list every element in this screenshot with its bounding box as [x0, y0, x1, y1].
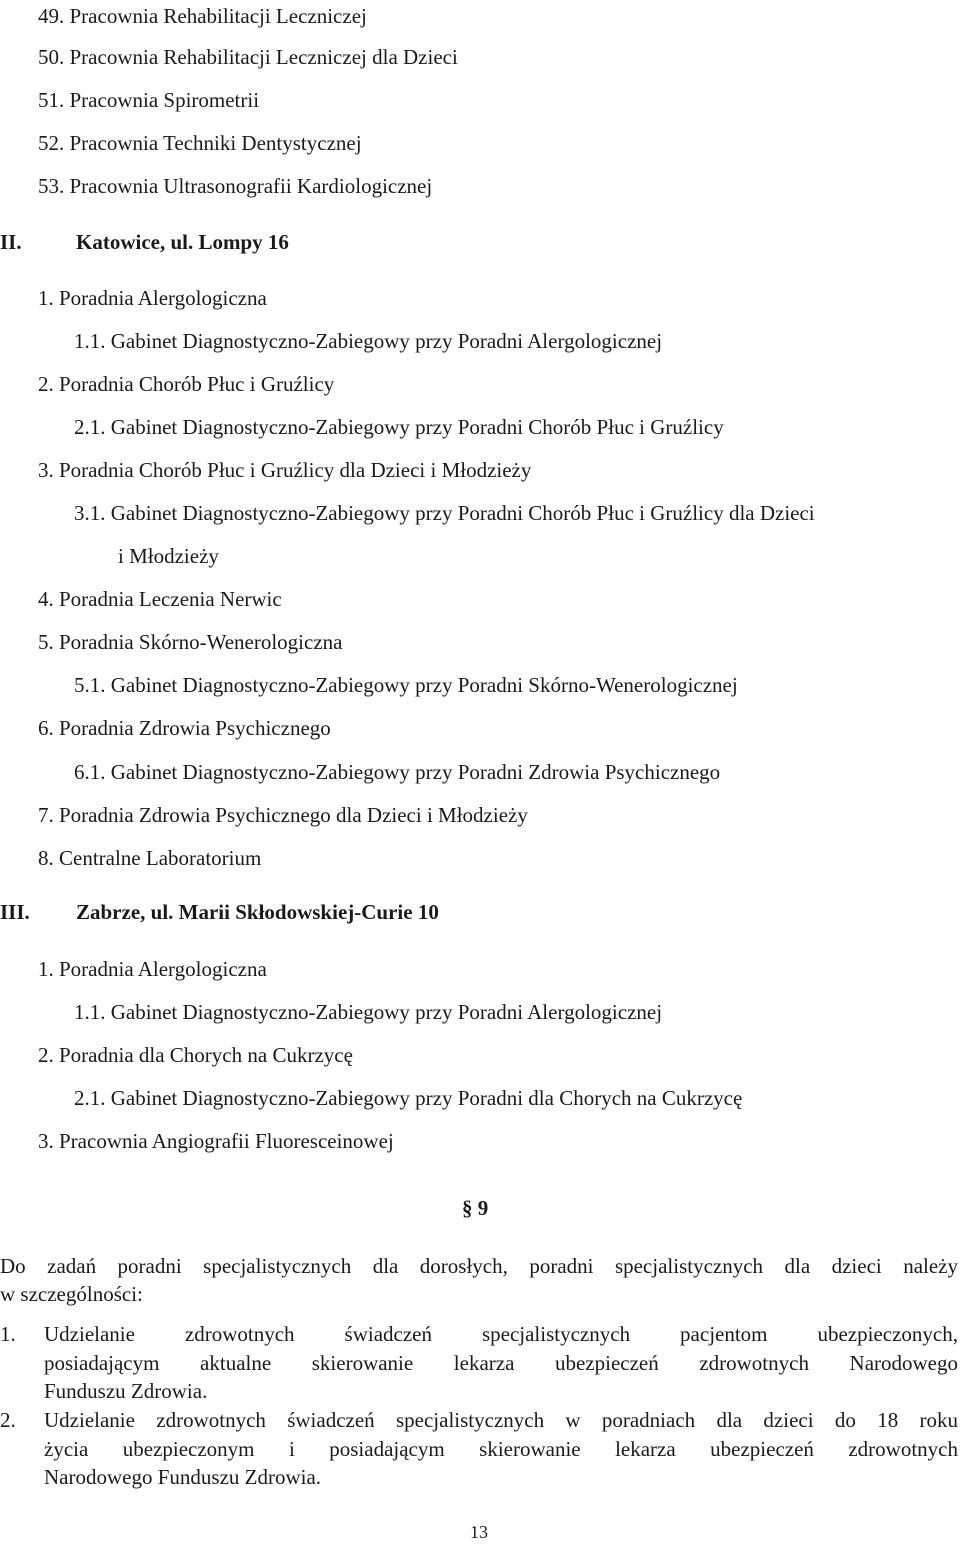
- point-line: życia ubezpieczonym i posiadającym skierowanie lekarza ubezpieczeń zdrowotnych: [44, 1437, 958, 1461]
- list-item: 5. Poradnia Skórno-Wenerologiczna: [38, 630, 343, 654]
- list-item: 52. Pracownia Techniki Dentystycznej: [38, 131, 362, 155]
- list-item: 2.1. Gabinet Diagnostyczno-Zabiegowy przy Poradni Chorób Płuc i Gruźlicy: [74, 415, 724, 439]
- point-line: posiadającym aktualne skierowanie lekarza ubezpieczeń zdrowotnych Narodowego: [44, 1351, 958, 1375]
- list-item: 2.1. Gabinet Diagnostyczno-Zabiegowy przy Poradni dla Chorych na Cukrzycę: [74, 1086, 743, 1110]
- point-line: Udzielanie zdrowotnych świadczeń specjalistycznych w poradniach dla dzieci do 18 roku: [44, 1408, 958, 1432]
- section-title: Katowice, ul. Lompy 16: [76, 230, 289, 254]
- list-item: 3. Pracownia Angiografii Fluoresceinowej: [38, 1129, 394, 1153]
- section-number: II.: [0, 230, 22, 254]
- list-item: 1.1. Gabinet Diagnostyczno-Zabiegowy przy Poradni Alergologicznej: [74, 1000, 663, 1024]
- list-item: 51. Pracownia Spirometrii: [38, 88, 260, 112]
- point-line: Narodowego Funduszu Zdrowia.: [44, 1465, 322, 1489]
- list-item: 4. Poradnia Leczenia Nerwic: [38, 587, 282, 611]
- point-number: 1.: [0, 1322, 16, 1346]
- section-title: Zabrze, ul. Marii Skłodowskiej-Curie 10: [76, 900, 439, 924]
- section-number: III.: [0, 900, 30, 924]
- list-item: 53. Pracownia Ultrasonografii Kardiologicznej: [38, 174, 433, 198]
- list-item-continuation: i Młodzieży: [118, 544, 219, 568]
- page-number: 13: [470, 1522, 488, 1542]
- list-item: 2. Poradnia Chorób Płuc i Gruźlicy: [38, 372, 335, 396]
- point-line: Funduszu Zdrowia.: [44, 1379, 208, 1403]
- paragraph-heading: § 9: [462, 1196, 489, 1220]
- point-number: 2.: [0, 1408, 16, 1432]
- list-item: 49. Pracownia Rehabilitacji Leczniczej: [38, 4, 367, 28]
- list-item: 1.1. Gabinet Diagnostyczno-Zabiegowy przy Poradni Alergologicznej: [74, 329, 663, 353]
- list-item: 2. Poradnia dla Chorych na Cukrzycę: [38, 1043, 353, 1067]
- list-item: 6. Poradnia Zdrowia Psychicznego: [38, 716, 331, 740]
- list-item: 3. Poradnia Chorób Płuc i Gruźlicy dla Dzieci i Młodzieży: [38, 458, 532, 482]
- list-item: 6.1. Gabinet Diagnostyczno-Zabiegowy przy Poradni Zdrowia Psychicznego: [74, 760, 721, 784]
- intro-line: w szczególności:: [0, 1282, 143, 1306]
- list-item: 5.1. Gabinet Diagnostyczno-Zabiegowy przy Poradni Skórno-Wenerologicznej: [74, 673, 738, 697]
- list-item: 1. Poradnia Alergologiczna: [38, 286, 267, 310]
- point-line: Udzielanie zdrowotnych świadczeń specjalistycznych pacjentom ubezpieczonych,: [44, 1322, 958, 1346]
- list-item: 7. Poradnia Zdrowia Psychicznego dla Dzieci i Młodzieży: [38, 803, 528, 827]
- list-item: 50. Pracownia Rehabilitacji Leczniczej dla Dzieci: [38, 45, 458, 69]
- intro-line: Do zadań poradni specjalistycznych dla dorosłych, poradni specjalistycznych dla dzieci należy: [0, 1254, 958, 1278]
- list-item: 3.1. Gabinet Diagnostyczno-Zabiegowy przy Poradni Chorób Płuc i Gruźlicy dla Dzieci: [74, 501, 815, 525]
- list-item: 1. Poradnia Alergologiczna: [38, 957, 267, 981]
- list-item: 8. Centralne Laboratorium: [38, 846, 262, 870]
